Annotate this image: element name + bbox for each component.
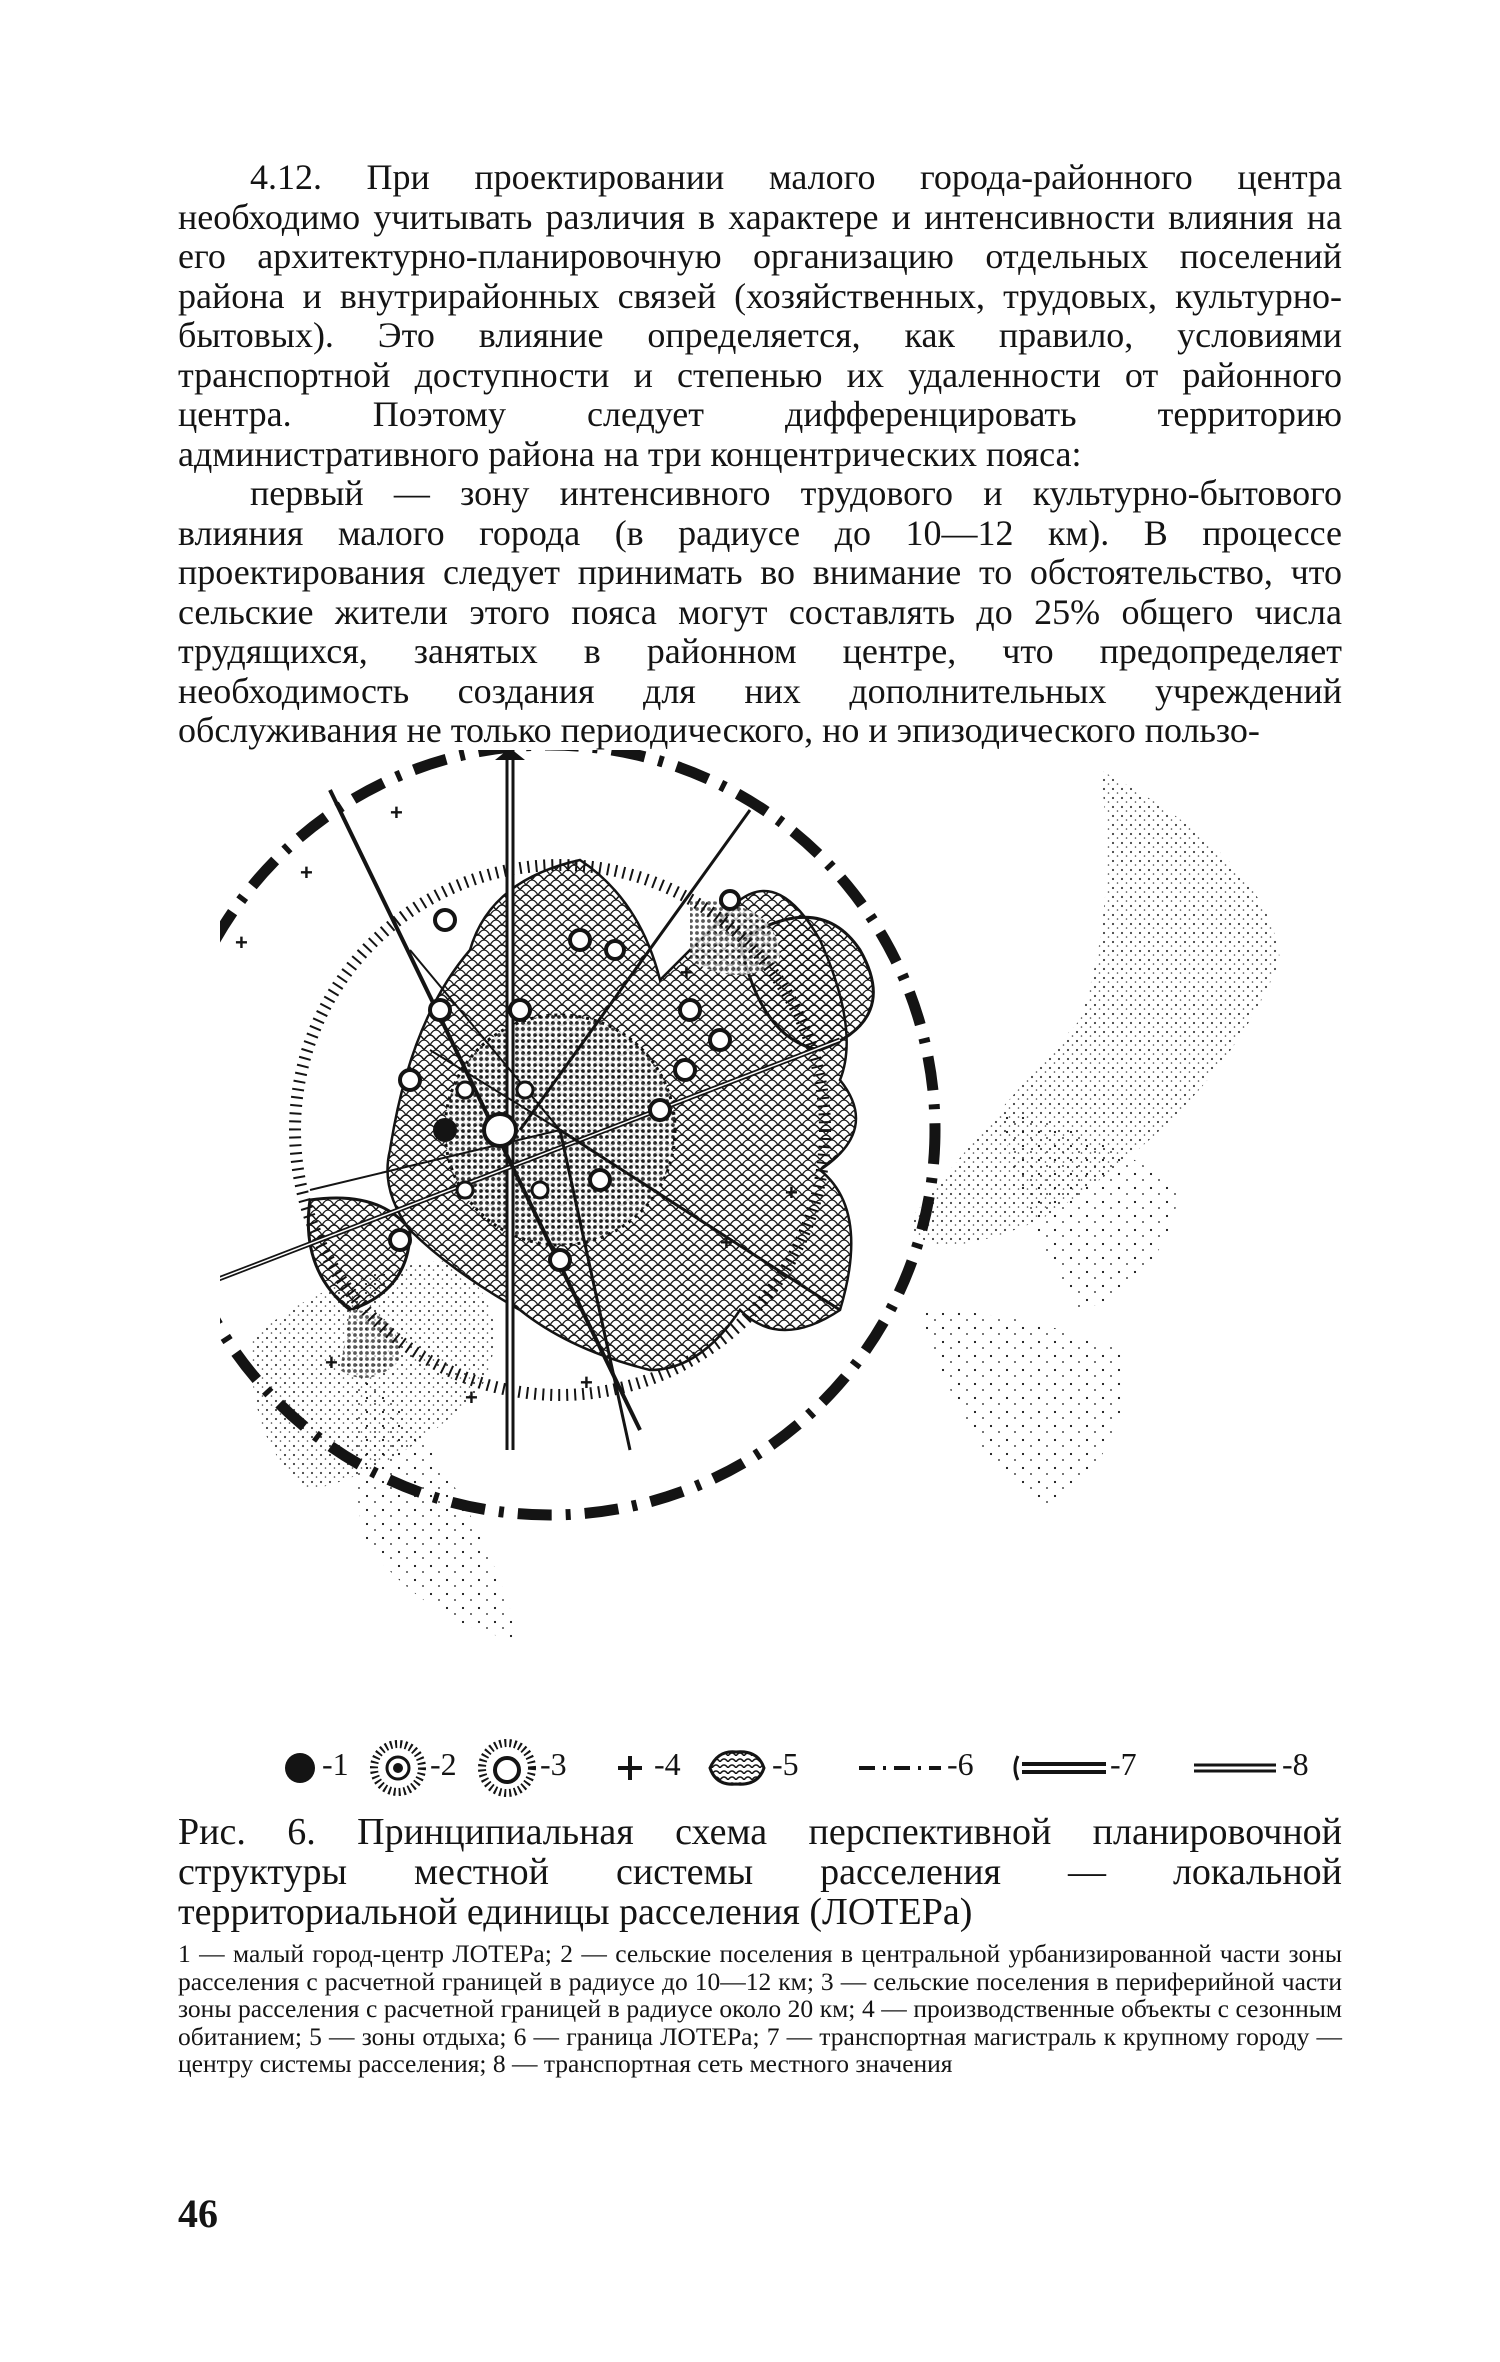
legend-num: -8 xyxy=(1282,1746,1309,1782)
svg-text:+: + xyxy=(580,1370,593,1395)
legend-num: -2 xyxy=(430,1746,457,1782)
open-settlement-icon xyxy=(476,1738,538,1798)
svg-text:+: + xyxy=(680,960,693,985)
svg-text:+: + xyxy=(235,930,248,955)
legend-num: -3 xyxy=(540,1746,567,1782)
paragraph-4-12: 4.12. При проектировании малого города-районного центра необходимо учитывать различия в характере и интенсивности влияния на его архитектурно-планировочную организацию отдельных поселений района и внутрирайонных связей (хозяйственных, трудовых, культурно-бытовых). Это влияние определяется, как правило, условиями транспортной доступности и степенью их удаленности от районного центра. Поэтому следует дифференцировать территорию административного района на три концентрических пояса: xyxy=(178,157,1342,474)
double-line-icon xyxy=(1010,1738,1110,1798)
figure-legend xyxy=(280,1738,1330,1798)
svg-text:+: + xyxy=(325,1350,338,1375)
figure-caption-notes: 1 — малый город-центр ЛОТЕРа; 2 — сельские поселения в центральной урбанизированной части зоны расселения с расчетной границей в радиусе до 10—12 км; 3 — сельские поселения в периферийной части зоны расселения с расчетной границей в радиусе около 20 км; 4 — производственные объекты с сезонным обитанием; 5 — зоны отдыха; 6 — граница ЛОТЕРа; 7 — транспортная магистраль к крупному городу — центру системы расселения; 8 — транспортная сеть местного значения xyxy=(178,1939,1342,2078)
svg-text:+: + xyxy=(720,1230,733,1255)
body-text xyxy=(178,158,1342,751)
page-number: 46 xyxy=(178,2191,218,2236)
legend-num: -1 xyxy=(322,1746,349,1782)
settlement-scheme xyxy=(220,750,1300,1740)
legend-num: -4 xyxy=(654,1746,681,1782)
double-line-thin-icon xyxy=(1190,1738,1280,1798)
paragraph-first-belt: первый — зону интенсивного трудового и культурно-бытового влияния малого города (в радиусе до 10—12 км). В процессе проектирования следует принимать во внимание то обстоятельство, что сельские жители этого пояса могут составлять до 25% общего числа трудящихся, занятых в районном центре, что предопределяет необходимость создания для них дополнительных учреждений обслуживания не только периодического, но и эпизодического пользо- xyxy=(178,473,1342,750)
recreation-zone-icon xyxy=(704,1738,770,1798)
solid-circle-icon xyxy=(280,1738,320,1798)
dash-dot-line-icon xyxy=(855,1738,945,1798)
figure-caption-title: Рис. 6. Принципиальная схема перспективной планировочной структуры местной системы расселения — локальной территориальной единицы расселения (ЛОТЕРа) xyxy=(178,1811,1342,1933)
central-town-marker xyxy=(433,1118,457,1142)
plus-icon xyxy=(610,1738,650,1798)
legend-num: -6 xyxy=(947,1746,974,1782)
svg-text:+: + xyxy=(390,800,403,825)
ring-settlement-icon xyxy=(368,1738,428,1798)
legend-num: -5 xyxy=(772,1746,799,1782)
svg-text:+: + xyxy=(785,1180,798,1205)
svg-text:+: + xyxy=(300,860,313,885)
svg-text:+: + xyxy=(465,1385,478,1410)
figure-6-diagram xyxy=(220,750,1300,1740)
legend-num: -7 xyxy=(1110,1746,1137,1782)
